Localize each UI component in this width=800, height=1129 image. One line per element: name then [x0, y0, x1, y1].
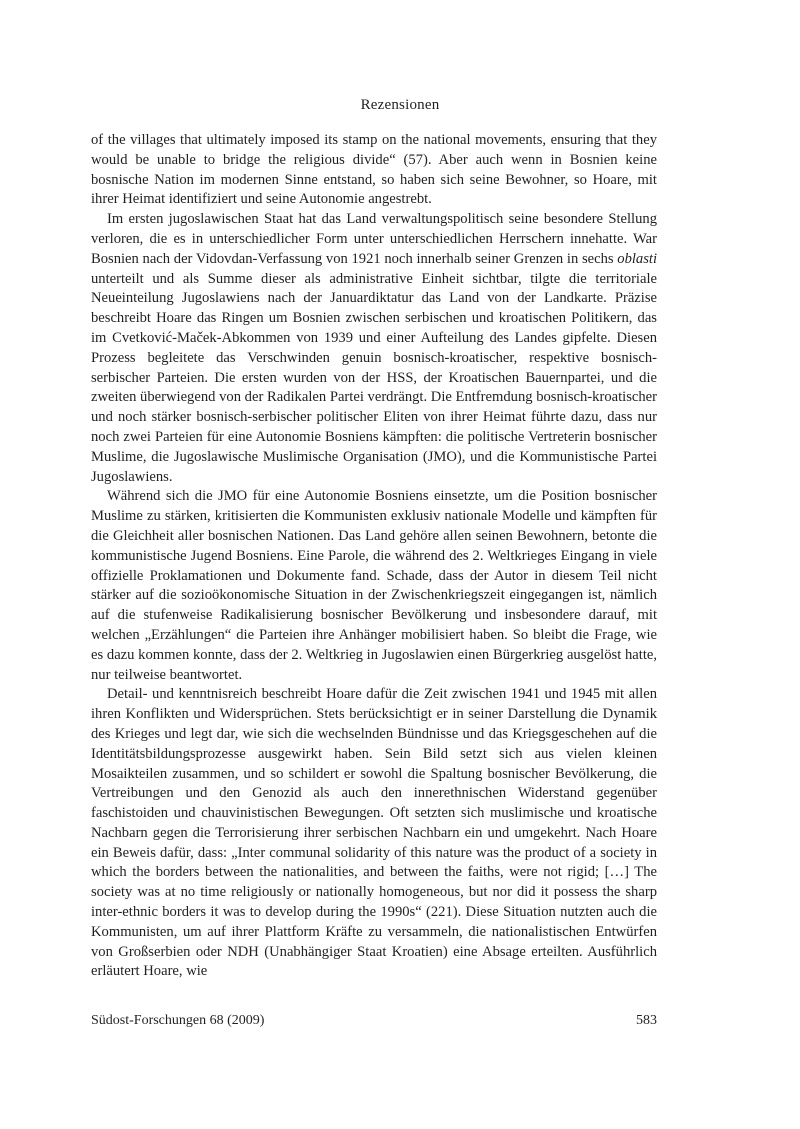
paragraph-2: [91, 210, 657, 487]
paragraph-3: [91, 487, 657, 685]
paragraph-text: Im ersten jugoslawischen Staat hat das Land verwaltungspolitisch seine besondere Stellung verloren, die es in unterschiedlicher Form unter unterschiedlichen Herrschern innehatte. War Bosnien nach der Vidovdan-Verfassung von 1921 noch innerhalb seiner Grenzen in sechs: [91, 211, 657, 267]
paragraph-text: Während sich die JMO für eine Autonomie Bosniens einsetzte, um die Position bosnischer Muslime zu stärken, kritisierten die Kommunisten exklusiv nationale Modelle und kämpften für die Gleichheit aller bosnischen Nationen. Das Land gehöre allen seinen Bewohnern, betonte die kommunistische Jugend Bosniens. Eine Parole, die während des 2. Weltkrieges Eingang in viele offizielle Proklamationen und Dokumente fand. Schade, dass der Autor in diesem Teil nicht stärker auf die sozioökonomische Situation in der Zwischenkriegszeit eingegangen ist, nämlich auf die stufenweise Radikalisierung bosnischer Bevölkerung und insbesondere darauf, mit welchen „Erzählungen“ die Parteien ihre Anhänger mobilisiert haben. So bleibt die Frage, wie es dazu kommen konnte, dass der 2. Weltkrieg in Jugoslawien einen Bürgerkrieg ausgelöst hatte, nur teilweise beantwortet.: [91, 488, 657, 683]
italic-term: oblasti: [617, 250, 657, 267]
paragraph-text: unterteilt und als Summe dieser als administrative Einheit sichtbar, tilgte die territoriale Neueinteilung Jugoslawiens nach der Januardiktatur das Land von der Landkarte. Präzise beschreibt Hoare das Ringen um Bosnien zwischen serbischen und kroatischen Politikern, das im Cvetković-Maček-Abkommen von 1939 und einer Aufteilung des Landes gipfelte. Diesen Prozess begleitete das Verschwinden genuin bosnisch-kroatischer, respektive bosnisch-serbischer Parteien. Die ersten wurden von der HSS, der Kroatischen Bauernpartei, und die zweiten überwiegend von der Radikalen Partei verdrängt. Die Entfremdung bosnisch-kroatischer und noch stärker bosnisch-serbischer politischer Eliten von ihrer Heimat führte dazu, dass nur noch zwei Parteien für eine Autonomie Bosniens kämpften: die politische Vertreterin bosnischer Muslime, die Jugoslawische Muslimische Organisation (JMO), und die Kommunistische Partei Jugoslawiens.: [91, 270, 657, 485]
paragraph-text: of the villages that ultimately imposed its stamp on the national movements, ensuring that they would be unable to bridge the religious divide“ (57). Aber auch wenn in Bosnien keine bosnische Nation im modernen Sinne entstand, so haben sich seine Bewohner, so Hoare, mit ihrer Heimat identifiziert und seine Autonomie angestrebt.: [91, 132, 657, 208]
page-number: 583: [636, 1013, 657, 1028]
paragraph-1: [91, 131, 657, 210]
journal-citation: Südost-Forschungen 68 (2009): [91, 1013, 265, 1028]
running-head: Rezensionen: [360, 97, 440, 113]
page-footer: [91, 1013, 657, 1029]
body-text: [91, 131, 657, 982]
paragraph-text: Detail- und kenntnisreich beschreibt Hoare dafür die Zeit zwischen 1941 und 1945 mit allen ihren Konflikten und Widersprüchen. Stets berücksichtigt er in seiner Darstellung die Dynamik des Krieges und legt dar, wie sich die wechselnden Bündnisse und das Kriegsgeschehen auf die Identitätsbildungsprozesse ausgewirkt haben. Sein Bild setzt sich aus vielen kleinen Mosaikteilen zusammen, und so schildert er sowohl die Spaltung bosnischer Bevölkerung, die Vertreibungen und den Genozid als auch den innerethnischen Widerstand gegenüber faschistoiden und chauvinistischen Bewegungen. Oft setzten sich muslimische und kroatische Nachbarn gegen die Terrorisierung ihrer serbischen Nachbarn ein und umgekehrt. Nach Hoare ein Beweis dafür, dass: „Inter communal solidarity of this nature was the product of a society in which the borders between the nationalities, and between the faiths, were not rigid; […] The society was at no time religiously or nationally homogeneous, but nor did it possess the sharp inter-ethnic borders it was to develop during the 1990s“ (221). Diese Situation nutzten auch die Kommunisten, um auf ihrer Plattform Kräfte zu versammeln, die nationalistischen Entwürfen von Großserbien oder NDH (Unabhängiger Staat Kroatien) eine Absage erteilten. Ausführlich erläutert Hoare, wie: [91, 686, 657, 980]
paragraph-4: [91, 685, 657, 982]
